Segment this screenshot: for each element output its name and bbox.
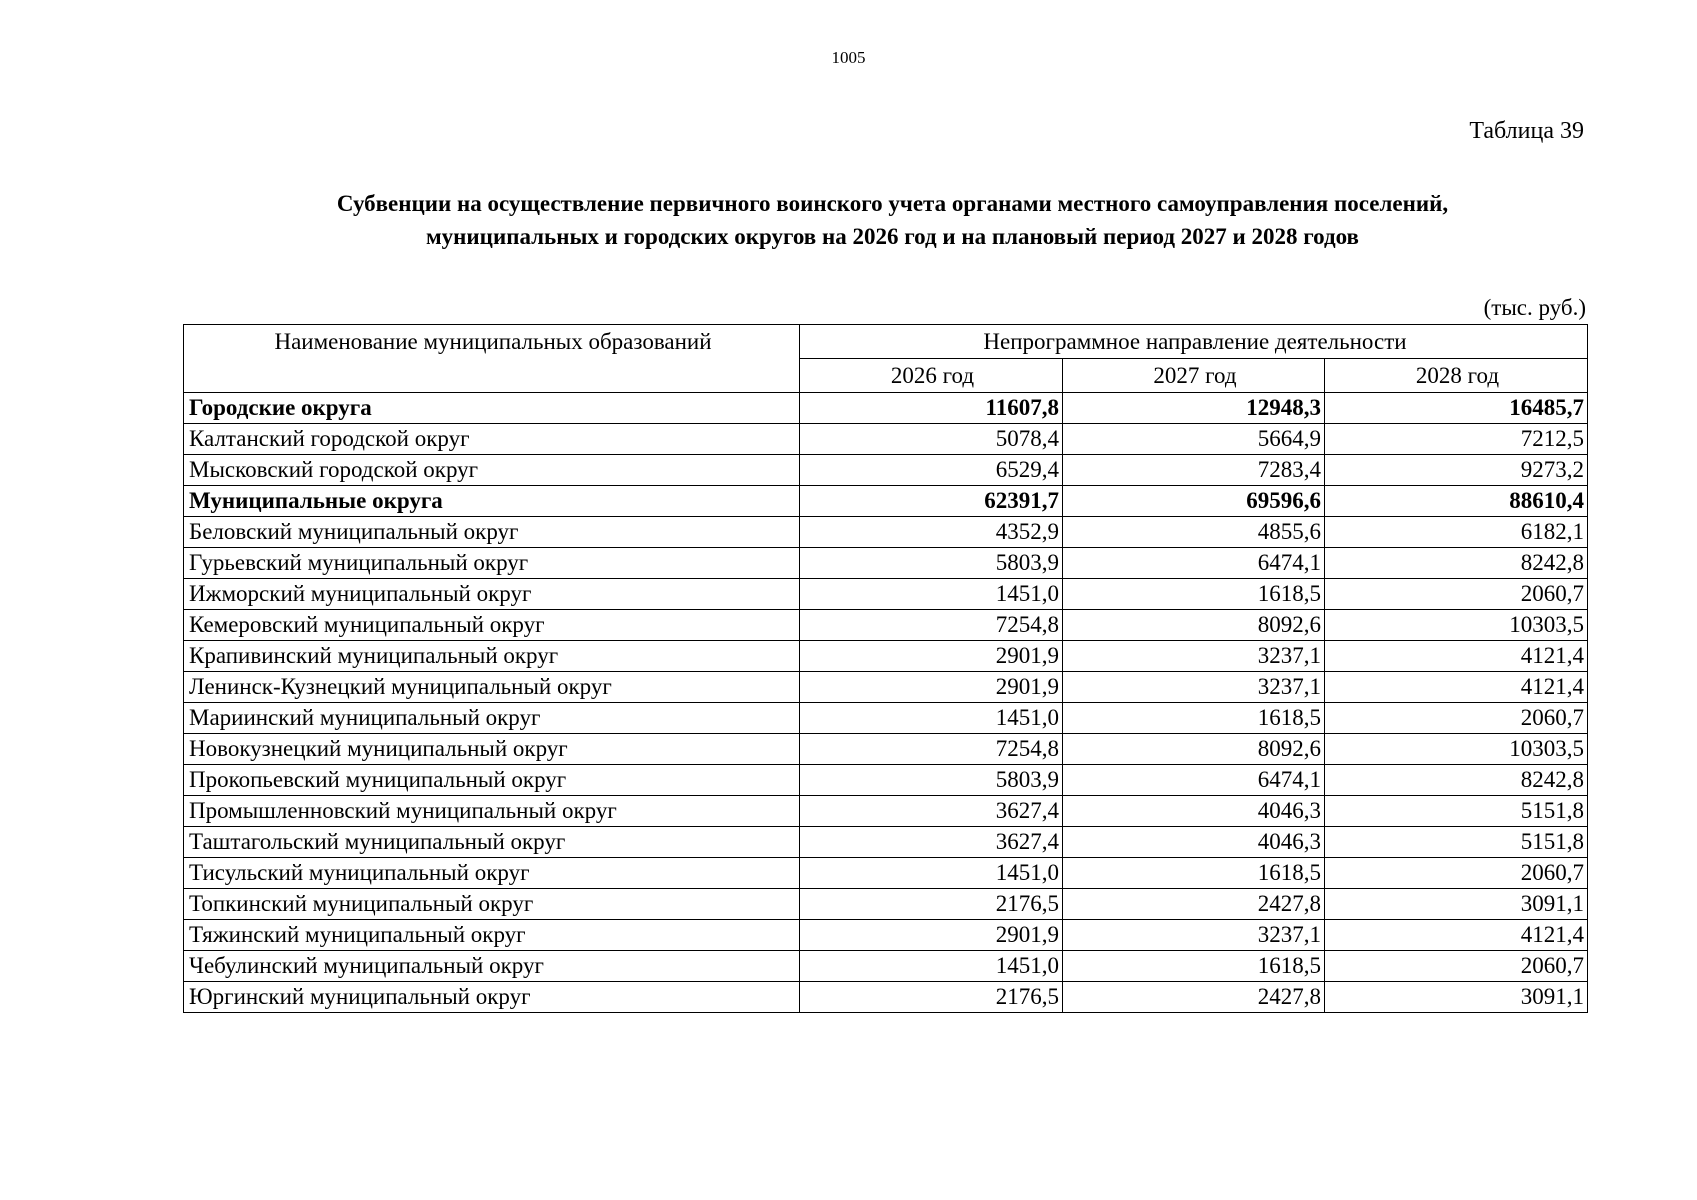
value-2027-cell: 1618,5 xyxy=(1063,858,1325,889)
table-row xyxy=(184,424,1588,455)
table-row xyxy=(184,951,1588,982)
value-2027-cell: 5664,9 xyxy=(1063,424,1325,455)
table-row xyxy=(184,982,1588,1013)
value-2026-cell: 1451,0 xyxy=(800,703,1063,734)
value-2028-cell: 3091,1 xyxy=(1325,889,1588,920)
value-2027-cell: 4046,3 xyxy=(1063,827,1325,858)
value-2028-cell: 4121,4 xyxy=(1325,641,1588,672)
table-row xyxy=(184,455,1588,486)
row-name-cell: Беловский муниципальный округ xyxy=(184,517,800,548)
value-2026-cell: 2176,5 xyxy=(800,889,1063,920)
row-name-cell: Муниципальные округа xyxy=(184,486,800,517)
value-2026-cell: 11607,8 xyxy=(800,393,1063,424)
row-name-cell: Таштагольский муниципальный округ xyxy=(184,827,800,858)
value-2028-cell: 4121,4 xyxy=(1325,672,1588,703)
table-row xyxy=(184,858,1588,889)
row-name-cell: Кемеровский муниципальный округ xyxy=(184,610,800,641)
value-2028-cell: 6182,1 xyxy=(1325,517,1588,548)
value-2028-cell: 5151,8 xyxy=(1325,796,1588,827)
column-header-2028: 2028 год xyxy=(1325,359,1588,393)
value-2026-cell: 7254,8 xyxy=(800,734,1063,765)
table-row xyxy=(184,610,1588,641)
value-2028-cell: 2060,7 xyxy=(1325,703,1588,734)
row-name-cell: Ижморский муниципальный округ xyxy=(184,579,800,610)
page-number: 1005 xyxy=(831,48,866,67)
value-2027-cell: 1618,5 xyxy=(1063,703,1325,734)
value-2027-cell: 6474,1 xyxy=(1063,765,1325,796)
value-2027-cell: 4855,6 xyxy=(1063,517,1325,548)
value-2027-cell: 1618,5 xyxy=(1063,579,1325,610)
table-row xyxy=(184,486,1588,517)
row-name-cell: Гурьевский муниципальный округ xyxy=(184,548,800,579)
value-2028-cell: 4121,4 xyxy=(1325,920,1588,951)
value-2026-cell: 4352,9 xyxy=(800,517,1063,548)
table-row xyxy=(184,889,1588,920)
row-name-cell: Калтанский городской округ xyxy=(184,424,800,455)
value-2028-cell: 88610,4 xyxy=(1325,486,1588,517)
value-2028-cell: 3091,1 xyxy=(1325,982,1588,1013)
value-2026-cell: 5803,9 xyxy=(800,765,1063,796)
value-2028-cell: 16485,7 xyxy=(1325,393,1588,424)
row-name-cell: Мариинский муниципальный округ xyxy=(184,703,800,734)
value-2028-cell: 2060,7 xyxy=(1325,579,1588,610)
value-2028-cell: 10303,5 xyxy=(1325,734,1588,765)
table-row xyxy=(184,734,1588,765)
value-2026-cell: 2176,5 xyxy=(800,982,1063,1013)
row-name-cell: Крапивинский муниципальный округ xyxy=(184,641,800,672)
title-line-2: муниципальных и городских округов на 2026 год и на плановый период 2027 и 2028 годов xyxy=(426,224,1359,249)
table-number: Таблица 39 xyxy=(1469,118,1584,144)
value-2028-cell: 5151,8 xyxy=(1325,827,1588,858)
value-2027-cell: 2427,8 xyxy=(1063,982,1325,1013)
value-2028-cell: 8242,8 xyxy=(1325,548,1588,579)
row-name-cell: Новокузнецкий муниципальный округ xyxy=(184,734,800,765)
value-2028-cell: 8242,8 xyxy=(1325,765,1588,796)
value-2026-cell: 7254,8 xyxy=(800,610,1063,641)
value-2026-cell: 2901,9 xyxy=(800,920,1063,951)
table-row xyxy=(184,579,1588,610)
value-2026-cell: 6529,4 xyxy=(800,455,1063,486)
value-2026-cell: 5078,4 xyxy=(800,424,1063,455)
value-2027-cell: 8092,6 xyxy=(1063,734,1325,765)
document-title xyxy=(150,187,1635,253)
table-row xyxy=(184,393,1588,424)
table-row xyxy=(184,703,1588,734)
row-name-cell: Промышленновский муниципальный округ xyxy=(184,796,800,827)
row-name-cell: Топкинский муниципальный округ xyxy=(184,889,800,920)
column-header-2027: 2027 год xyxy=(1063,359,1325,393)
table-row xyxy=(184,796,1588,827)
value-2027-cell: 12948,3 xyxy=(1063,393,1325,424)
value-2027-cell: 8092,6 xyxy=(1063,610,1325,641)
table-row xyxy=(184,672,1588,703)
table-row xyxy=(184,548,1588,579)
value-2027-cell: 3237,1 xyxy=(1063,641,1325,672)
table-row xyxy=(184,827,1588,858)
row-name-cell: Тисульский муниципальный округ xyxy=(184,858,800,889)
table-row xyxy=(184,920,1588,951)
value-2026-cell: 1451,0 xyxy=(800,858,1063,889)
value-2027-cell: 3237,1 xyxy=(1063,920,1325,951)
table-header-row xyxy=(184,325,1588,359)
value-2028-cell: 2060,7 xyxy=(1325,951,1588,982)
table-row xyxy=(184,517,1588,548)
value-2026-cell: 62391,7 xyxy=(800,486,1063,517)
value-2028-cell: 2060,7 xyxy=(1325,858,1588,889)
value-2027-cell: 7283,4 xyxy=(1063,455,1325,486)
value-2027-cell: 2427,8 xyxy=(1063,889,1325,920)
title-line-1: Субвенции на осуществление первичного воинского учета органами местного самоуправления поселений, xyxy=(336,191,1449,216)
value-2028-cell: 9273,2 xyxy=(1325,455,1588,486)
value-2026-cell: 5803,9 xyxy=(800,548,1063,579)
value-2027-cell: 3237,1 xyxy=(1063,672,1325,703)
row-name-cell: Мысковский городской округ xyxy=(184,455,800,486)
value-2027-cell: 4046,3 xyxy=(1063,796,1325,827)
table-body xyxy=(184,393,1588,1013)
column-header-name: Наименование муниципальных образований xyxy=(184,325,800,393)
value-2026-cell: 2901,9 xyxy=(800,641,1063,672)
units-label: (тыс. руб.) xyxy=(1483,295,1586,320)
row-name-cell: Юргинский муниципальный округ xyxy=(184,982,800,1013)
row-name-cell: Тяжинский муниципальный округ xyxy=(184,920,800,951)
value-2026-cell: 3627,4 xyxy=(800,796,1063,827)
value-2026-cell: 3627,4 xyxy=(800,827,1063,858)
value-2026-cell: 1451,0 xyxy=(800,951,1063,982)
column-header-group: Непрограммное направление деятельности xyxy=(800,325,1588,359)
table-row xyxy=(184,641,1588,672)
value-2028-cell: 7212,5 xyxy=(1325,424,1588,455)
value-2027-cell: 1618,5 xyxy=(1063,951,1325,982)
row-name-cell: Ленинск-Кузнецкий муниципальный округ xyxy=(184,672,800,703)
row-name-cell: Чебулинский муниципальный округ xyxy=(184,951,800,982)
row-name-cell: Городские округа xyxy=(184,393,800,424)
value-2027-cell: 6474,1 xyxy=(1063,548,1325,579)
column-header-2026: 2026 год xyxy=(800,359,1063,393)
table-row xyxy=(184,765,1588,796)
row-name-cell: Прокопьевский муниципальный округ xyxy=(184,765,800,796)
value-2026-cell: 2901,9 xyxy=(800,672,1063,703)
subsidies-table xyxy=(183,324,1588,1013)
value-2026-cell: 1451,0 xyxy=(800,579,1063,610)
value-2027-cell: 69596,6 xyxy=(1063,486,1325,517)
value-2028-cell: 10303,5 xyxy=(1325,610,1588,641)
